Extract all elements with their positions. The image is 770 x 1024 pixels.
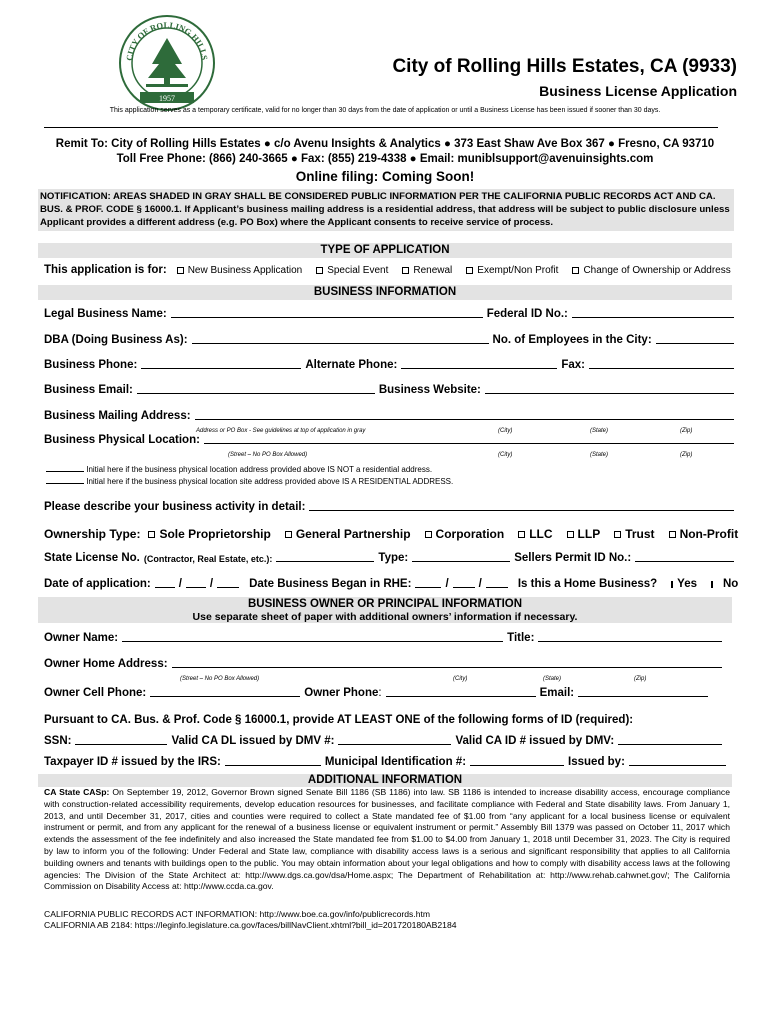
option-label: Special Event <box>327 264 389 276</box>
ownership-llc[interactable] <box>518 527 552 541</box>
business-phone-label: Business Phone: <box>44 359 138 371</box>
owner-phone-label-wrap <box>304 687 381 699</box>
yes-checkbox[interactable] <box>671 581 673 588</box>
ca-id-field[interactable] <box>618 735 722 745</box>
owner-zip-hint: (Zip) <box>634 676 647 682</box>
physical-city-hint: (City) <box>498 452 513 458</box>
physical-location-label: Business Physical Location: <box>44 434 200 446</box>
option-new-business[interactable] <box>177 265 303 276</box>
checkbox[interactable] <box>316 267 323 274</box>
remit-address: Remit To: City of Rolling Hills Estates ● c/o Avenu Insights & Analytics ● 373 East Shaw Ave Box 367 ● Fresno, CA 93710 <box>55 138 715 150</box>
fax-field[interactable] <box>589 359 734 369</box>
checkbox[interactable] <box>669 531 676 538</box>
ownership-trust[interactable] <box>614 527 654 541</box>
option-change-ownership[interactable] <box>572 265 730 276</box>
issued-by-field[interactable] <box>629 756 726 766</box>
owner-phone-row <box>44 687 734 699</box>
option-label: LLP <box>577 527 601 541</box>
state-license-field[interactable] <box>276 552 374 562</box>
ab-label: CALIFORNIA AB 2184: <box>44 920 135 930</box>
physical-location-row <box>44 434 734 446</box>
mailing-address-label: Business Mailing Address: <box>44 410 191 422</box>
taxpayer-id-field[interactable] <box>225 756 321 766</box>
pra-link[interactable]: http://www.boe.ca.gov/info/publicrecords.htm <box>259 909 431 919</box>
ca-dl-field[interactable] <box>338 735 451 745</box>
owner-cell-label: Owner Cell Phone: <box>44 687 147 699</box>
public-records-line <box>44 909 430 919</box>
form-subtitle: Business License Application <box>539 83 737 99</box>
initial-not-residential-text: Initial here if the business physical location address provided above IS NOT a residential address. <box>86 465 433 474</box>
temporary-certificate-note: This application serves as a temporary certificate, valid for no longer than 30 days from the date of application or until a Business License has been issued if sooner than 30 days. <box>109 107 661 114</box>
option-exempt[interactable] <box>466 265 558 276</box>
municipal-id-field[interactable] <box>470 756 564 766</box>
no-checkbox[interactable] <box>711 581 713 588</box>
option-label: New Business Application <box>187 264 303 276</box>
state-license-note: (Contractor, Real Estate, etc.): <box>143 554 273 564</box>
option-label: Sole Proprietorship <box>159 527 271 541</box>
checkbox[interactable] <box>572 267 579 274</box>
header-divider <box>44 127 718 128</box>
owner-heading-text: BUSINESS OWNER OR PRINCIPAL INFORMATION <box>247 598 523 610</box>
dba-label: DBA (Doing Business As): <box>44 334 188 346</box>
owner-email-field[interactable] <box>578 687 708 697</box>
checkbox[interactable] <box>148 531 155 538</box>
date-app-month[interactable] <box>155 578 175 588</box>
ownership-row <box>44 527 738 541</box>
physical-state-hint: (State) <box>590 452 609 458</box>
checkbox[interactable] <box>567 531 574 538</box>
mailing-city-hint: (City) <box>498 428 513 434</box>
employees-field[interactable] <box>656 334 734 344</box>
employees-label: No. of Employees in the City: <box>492 334 652 346</box>
federal-id-label: Federal ID No.: <box>486 308 568 320</box>
option-special-event[interactable] <box>316 265 388 276</box>
mailing-zip-hint: (Zip) <box>680 428 693 434</box>
yes-label: Yes <box>677 578 697 590</box>
remit-contact <box>38 153 732 165</box>
mailing-address-field[interactable] <box>195 410 734 420</box>
ca-id-label: Valid CA ID # issued by DMV: <box>455 735 615 747</box>
date-began-day[interactable] <box>453 578 475 588</box>
physical-location-field[interactable] <box>204 434 734 444</box>
sellers-permit-field[interactable] <box>635 552 734 562</box>
date-app-day[interactable] <box>186 578 206 588</box>
dates-row: Date of application: / / Date Business Began in RHE: / / Is this a Home Business? Yes No <box>44 578 739 590</box>
activity-label: Please describe your business activity in detail: <box>44 501 306 513</box>
owner-phone-colon: : <box>378 687 382 699</box>
mailing-address-row <box>44 410 734 422</box>
owner-city-hint: (City) <box>453 676 468 682</box>
sellers-permit-label: Sellers Permit ID No.: <box>514 552 632 564</box>
city-seal-logo <box>118 14 216 112</box>
owner-cell-field[interactable] <box>150 687 300 697</box>
physical-zip-hint: (Zip) <box>680 452 693 458</box>
owner-email-label: Email: <box>539 687 575 699</box>
legal-name-label: Legal Business Name: <box>44 308 167 320</box>
owner-home-field[interactable] <box>172 658 722 668</box>
option-label: Renewal <box>413 264 453 276</box>
type-of-application-heading: TYPE OF APPLICATION <box>38 243 732 258</box>
id-requirement-heading: Pursuant to CA. Bus. & Prof. Code § 16000.1, provide AT LEAST ONE of the following forms of ID (required): <box>44 714 634 726</box>
notification-box: NOTIFICATION: AREAS SHADED IN GRAY SHALL BE CONSIDERED PUBLIC INFORMATION PER THE CALIFORNIA PUBLIC RECORDS ACT AND CA. BUS. & PROF. CODE § 16000.1. If Applicant’s business mailing address is a residential address, that address will be subject to public disclosure unless Applicant provides a different address (e.g. PO Box) where the Applicant consents to receive service of process. <box>38 189 734 231</box>
option-label: Corporation <box>435 527 505 541</box>
initial-field[interactable] <box>46 476 84 484</box>
dsa-link[interactable]: http://www.dgs.ca.gov/dsa/Home.aspx <box>245 869 391 880</box>
owner-title-label: Title: <box>507 632 535 644</box>
casp-paragraph <box>44 787 730 893</box>
legal-name-field[interactable] <box>171 308 483 318</box>
ssn-field[interactable] <box>75 735 167 745</box>
owner-name-field[interactable] <box>122 632 503 642</box>
application-type-label: This application is for: <box>44 264 167 276</box>
owner-title-field[interactable] <box>538 632 722 642</box>
checkbox[interactable] <box>425 531 432 538</box>
owner-phone-field[interactable] <box>386 687 536 697</box>
pra-label: CALIFORNIA PUBLIC RECORDS ACT INFORMATION: <box>44 909 260 919</box>
initial-field[interactable] <box>46 464 84 472</box>
date-began-label: Date Business Began in RHE: <box>249 578 412 590</box>
business-phone-field[interactable] <box>141 359 301 369</box>
ssn-label: SSN: <box>44 735 72 747</box>
ownership-corporation[interactable] <box>425 527 505 541</box>
issued-by-label: Issued by: <box>568 756 625 768</box>
ownership-label: Ownership Type: <box>44 527 141 541</box>
remit-phone-fax: Toll Free Phone: (866) 240-3665 ● Fax: (855) 219-4338 ● Email: <box>116 153 458 165</box>
option-label: Non-Profit <box>679 527 739 541</box>
checkbox[interactable] <box>518 531 525 538</box>
business-email-label: Business Email: <box>44 384 133 396</box>
legal-name-row <box>44 308 734 320</box>
physical-street-hint: (Street – No PO Box Allowed) <box>228 452 308 458</box>
owner-name-row <box>44 632 734 644</box>
casp-text: On September 19, 2012, Governor Brown signed Senate Bill 1186 (SB 1186) into law. SB 1186 is intended to increase disability access, encourage compliance with construction-related accessibility requirements, develop education resources for businesses, and facilitate compliance with Federal and State disability laws. From January 1, 2013, and until December 31, 2017, cities and counties were required to collect a State mandated fee of $1.00 from “any applicant for a local business license or equivalent instrument or permit, and from any applicant for the renewal of a business license or equivalent instrument or permit.” Assembly Bill 1379 was passed on October 11, 2017 which extends the assessment of the fee indefinitely and also increased the State mandated fee from $1.00 to $4.00 from January 1, 2018 until December 31, 2023. The City is required by law to inform you of the following: Under Federal and State law, compliance with disability access laws is a serious and significant responsibility that applies to all California building owners and tenants with buildings open to the public. You may obtain information about your legal obligations and how to comply with disability access laws at the following agencies: The Division of the State Architect at: <box>44 787 730 880</box>
rehab-link[interactable]: http://www.rehab.cahwnet.gov/ <box>550 869 668 880</box>
dba-row <box>44 334 734 346</box>
ownership-non-profit[interactable] <box>669 527 739 541</box>
option-label: General Partnership <box>295 527 411 541</box>
license-type-field[interactable] <box>412 552 510 562</box>
owner-state-hint: (State) <box>543 676 562 682</box>
owner-subheading-text: Use separate sheet of paper with additional owners’ information if necessary. <box>192 611 578 623</box>
owner-street-hint: (Street – No PO Box Allowed) <box>180 676 260 682</box>
initial-residential-text: Initial here if the business physical location site address provided above IS A RESIDENTIAL ADDRESS. <box>86 477 454 486</box>
home-business-question: Is this a Home Business? <box>517 578 658 590</box>
alternate-phone-label: Alternate Phone: <box>305 359 398 371</box>
state-license-row <box>44 552 734 564</box>
taxpayer-id-label: Taxpayer ID # issued by the IRS: <box>44 756 221 768</box>
initial-residential <box>46 476 453 486</box>
svg-text:CITY OF ROLLING HILLS ESTATES: CITY OF ROLLING HILLS <box>124 19 210 62</box>
id-row-1 <box>44 735 734 747</box>
date-of-application-label: Date of application: <box>44 578 151 590</box>
date-began-year[interactable] <box>486 578 508 588</box>
federal-id-field[interactable] <box>572 308 734 318</box>
checkbox[interactable] <box>285 531 292 538</box>
fax-label: Fax: <box>561 359 585 371</box>
date-app-year[interactable] <box>217 578 239 588</box>
checkbox[interactable] <box>177 267 184 274</box>
dba-field[interactable] <box>192 334 489 344</box>
option-label: Change of Ownership or Address <box>583 264 731 276</box>
owner-home-label: Owner Home Address: <box>44 658 168 670</box>
checkbox[interactable] <box>466 267 473 274</box>
state-license-label: State License No. <box>44 552 140 564</box>
option-label: LLC <box>529 527 553 541</box>
ab2184-line <box>44 920 457 930</box>
checkbox[interactable] <box>614 531 621 538</box>
municipal-id-label: Municipal Identification #: <box>324 756 467 768</box>
alternate-phone-field[interactable] <box>401 359 557 369</box>
casp-label: CA State CASp: <box>44 787 110 797</box>
no-label: No <box>723 578 739 590</box>
business-information-heading: BUSINESS INFORMATION <box>38 285 732 300</box>
ownership-sole[interactable] <box>148 527 270 541</box>
id-row-2 <box>44 756 734 768</box>
owner-information-heading <box>38 597 732 623</box>
business-website-field[interactable] <box>485 384 734 394</box>
rehab-text: ; The Department of Rehabilitation at: <box>390 869 551 880</box>
mailing-address-hint: Address or PO Box - See guidelines at top of application in gray <box>196 428 366 434</box>
owner-phone-label: Owner Phone <box>304 687 379 699</box>
application-type-row <box>44 264 731 276</box>
ownership-general-partnership[interactable] <box>285 527 411 541</box>
ownership-llp[interactable] <box>567 527 601 541</box>
ccda-text: ; The California Commission on Disability Access at: <box>44 869 730 892</box>
option-label: Trust <box>625 527 655 541</box>
ab-link[interactable]: https://leginfo.legislature.ca.gov/faces/billNavClient.xhtml?bill_id=201720180AB2184 <box>134 920 457 930</box>
business-email-field[interactable] <box>137 384 375 394</box>
date-began-month[interactable] <box>415 578 441 588</box>
activity-row <box>44 501 734 513</box>
business-website-label: Business Website: <box>378 384 481 396</box>
ccda-link[interactable]: http://www.ccda.ca.gov. <box>183 881 274 892</box>
mailing-state-hint: (State) <box>590 428 609 434</box>
option-label: Exempt/Non Profit <box>477 264 559 276</box>
initial-not-residential <box>46 464 432 474</box>
activity-field[interactable] <box>309 501 734 511</box>
owner-name-label: Owner Name: <box>44 632 119 644</box>
svg-text:1957: 1957 <box>159 94 175 103</box>
form-title: City of Rolling Hills Estates, CA (9933) <box>392 56 737 77</box>
option-renewal[interactable] <box>402 265 452 276</box>
owner-home-row <box>44 658 734 670</box>
phone-row <box>44 359 734 371</box>
online-filing-note: Online filing: Coming Soon! <box>295 169 475 184</box>
ca-dl-label: Valid CA DL issued by DMV #: <box>171 735 335 747</box>
remit-email-link[interactable]: muniblsupport@avenuinsights.com <box>457 153 654 165</box>
license-type-label: Type: <box>378 552 409 564</box>
checkbox[interactable] <box>402 267 409 274</box>
email-row <box>44 384 734 396</box>
additional-information-heading: ADDITIONAL INFORMATION <box>38 774 732 787</box>
